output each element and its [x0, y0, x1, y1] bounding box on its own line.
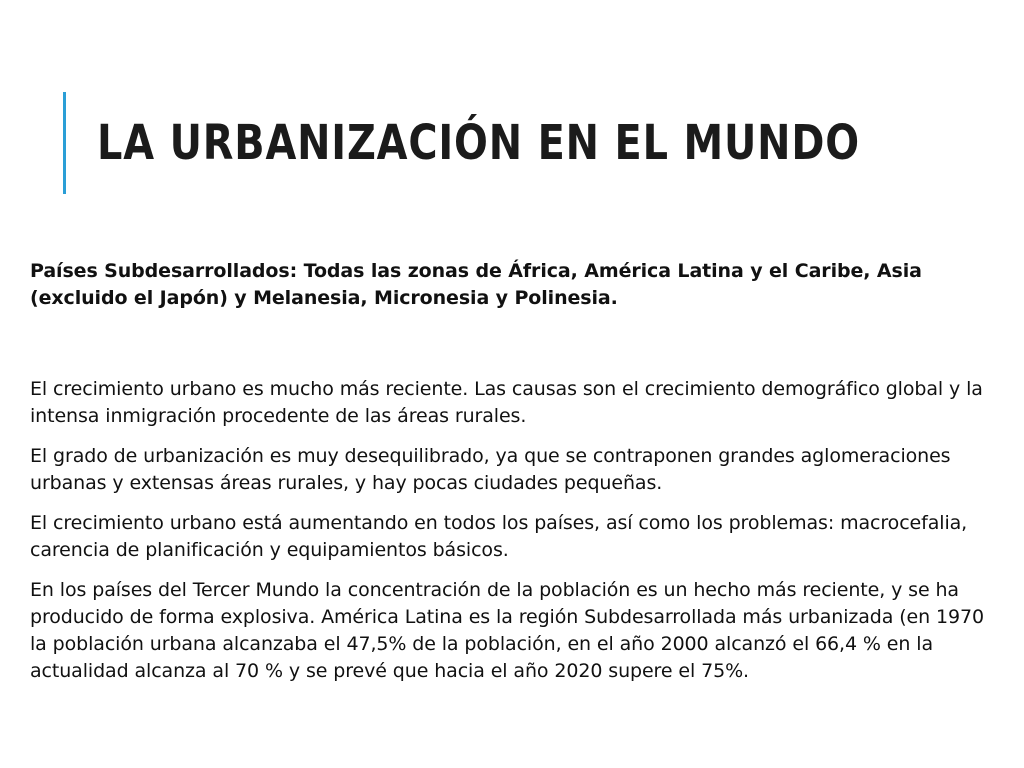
paragraph-definition: Países Subdesarrollados: Todas las zonas de África, América Latina y el Caribe, Asia (excluido el Japón) y Melanesia, Micronesia y Polinesia. — [30, 260, 922, 309]
slide-body — [30, 258, 996, 685]
paragraph-third-world: En los países del Tercer Mundo la concentración de la población es un hecho más reciente, y se ha producido de forma explosiva. América Latina es la región Subdesarrollada más urbanizada (en 1970 la población urbana alcanzaba el 47,5% de la población, en el año 2000 alcanzó el 66,4 % en la actualidad alcanza al 70 % y se prevé que hacia el año 2020 supere el 75%. — [30, 579, 984, 682]
paragraph-urban-growth: El crecimiento urbano es mucho más reciente. Las causas son el crecimiento demográfico global y la intensa inmigración procedente de las áreas rurales. — [30, 378, 983, 427]
paragraph-urbanization-degree: El grado de urbanización es muy desequilibrado, ya que se contraponen grandes aglomeraciones urbanas y extensas áreas rurales, y hay pocas ciudades pequeñas. — [30, 445, 951, 494]
slide-title: LA URBANIZACIÓN EN EL MUNDO — [97, 115, 860, 171]
title-accent-bar — [63, 92, 66, 194]
paragraph-growing-problems: El crecimiento urbano está aumentando en todos los países, así como los problemas: macrocefalia, carencia de planificación y equipamientos básicos. — [30, 512, 968, 561]
